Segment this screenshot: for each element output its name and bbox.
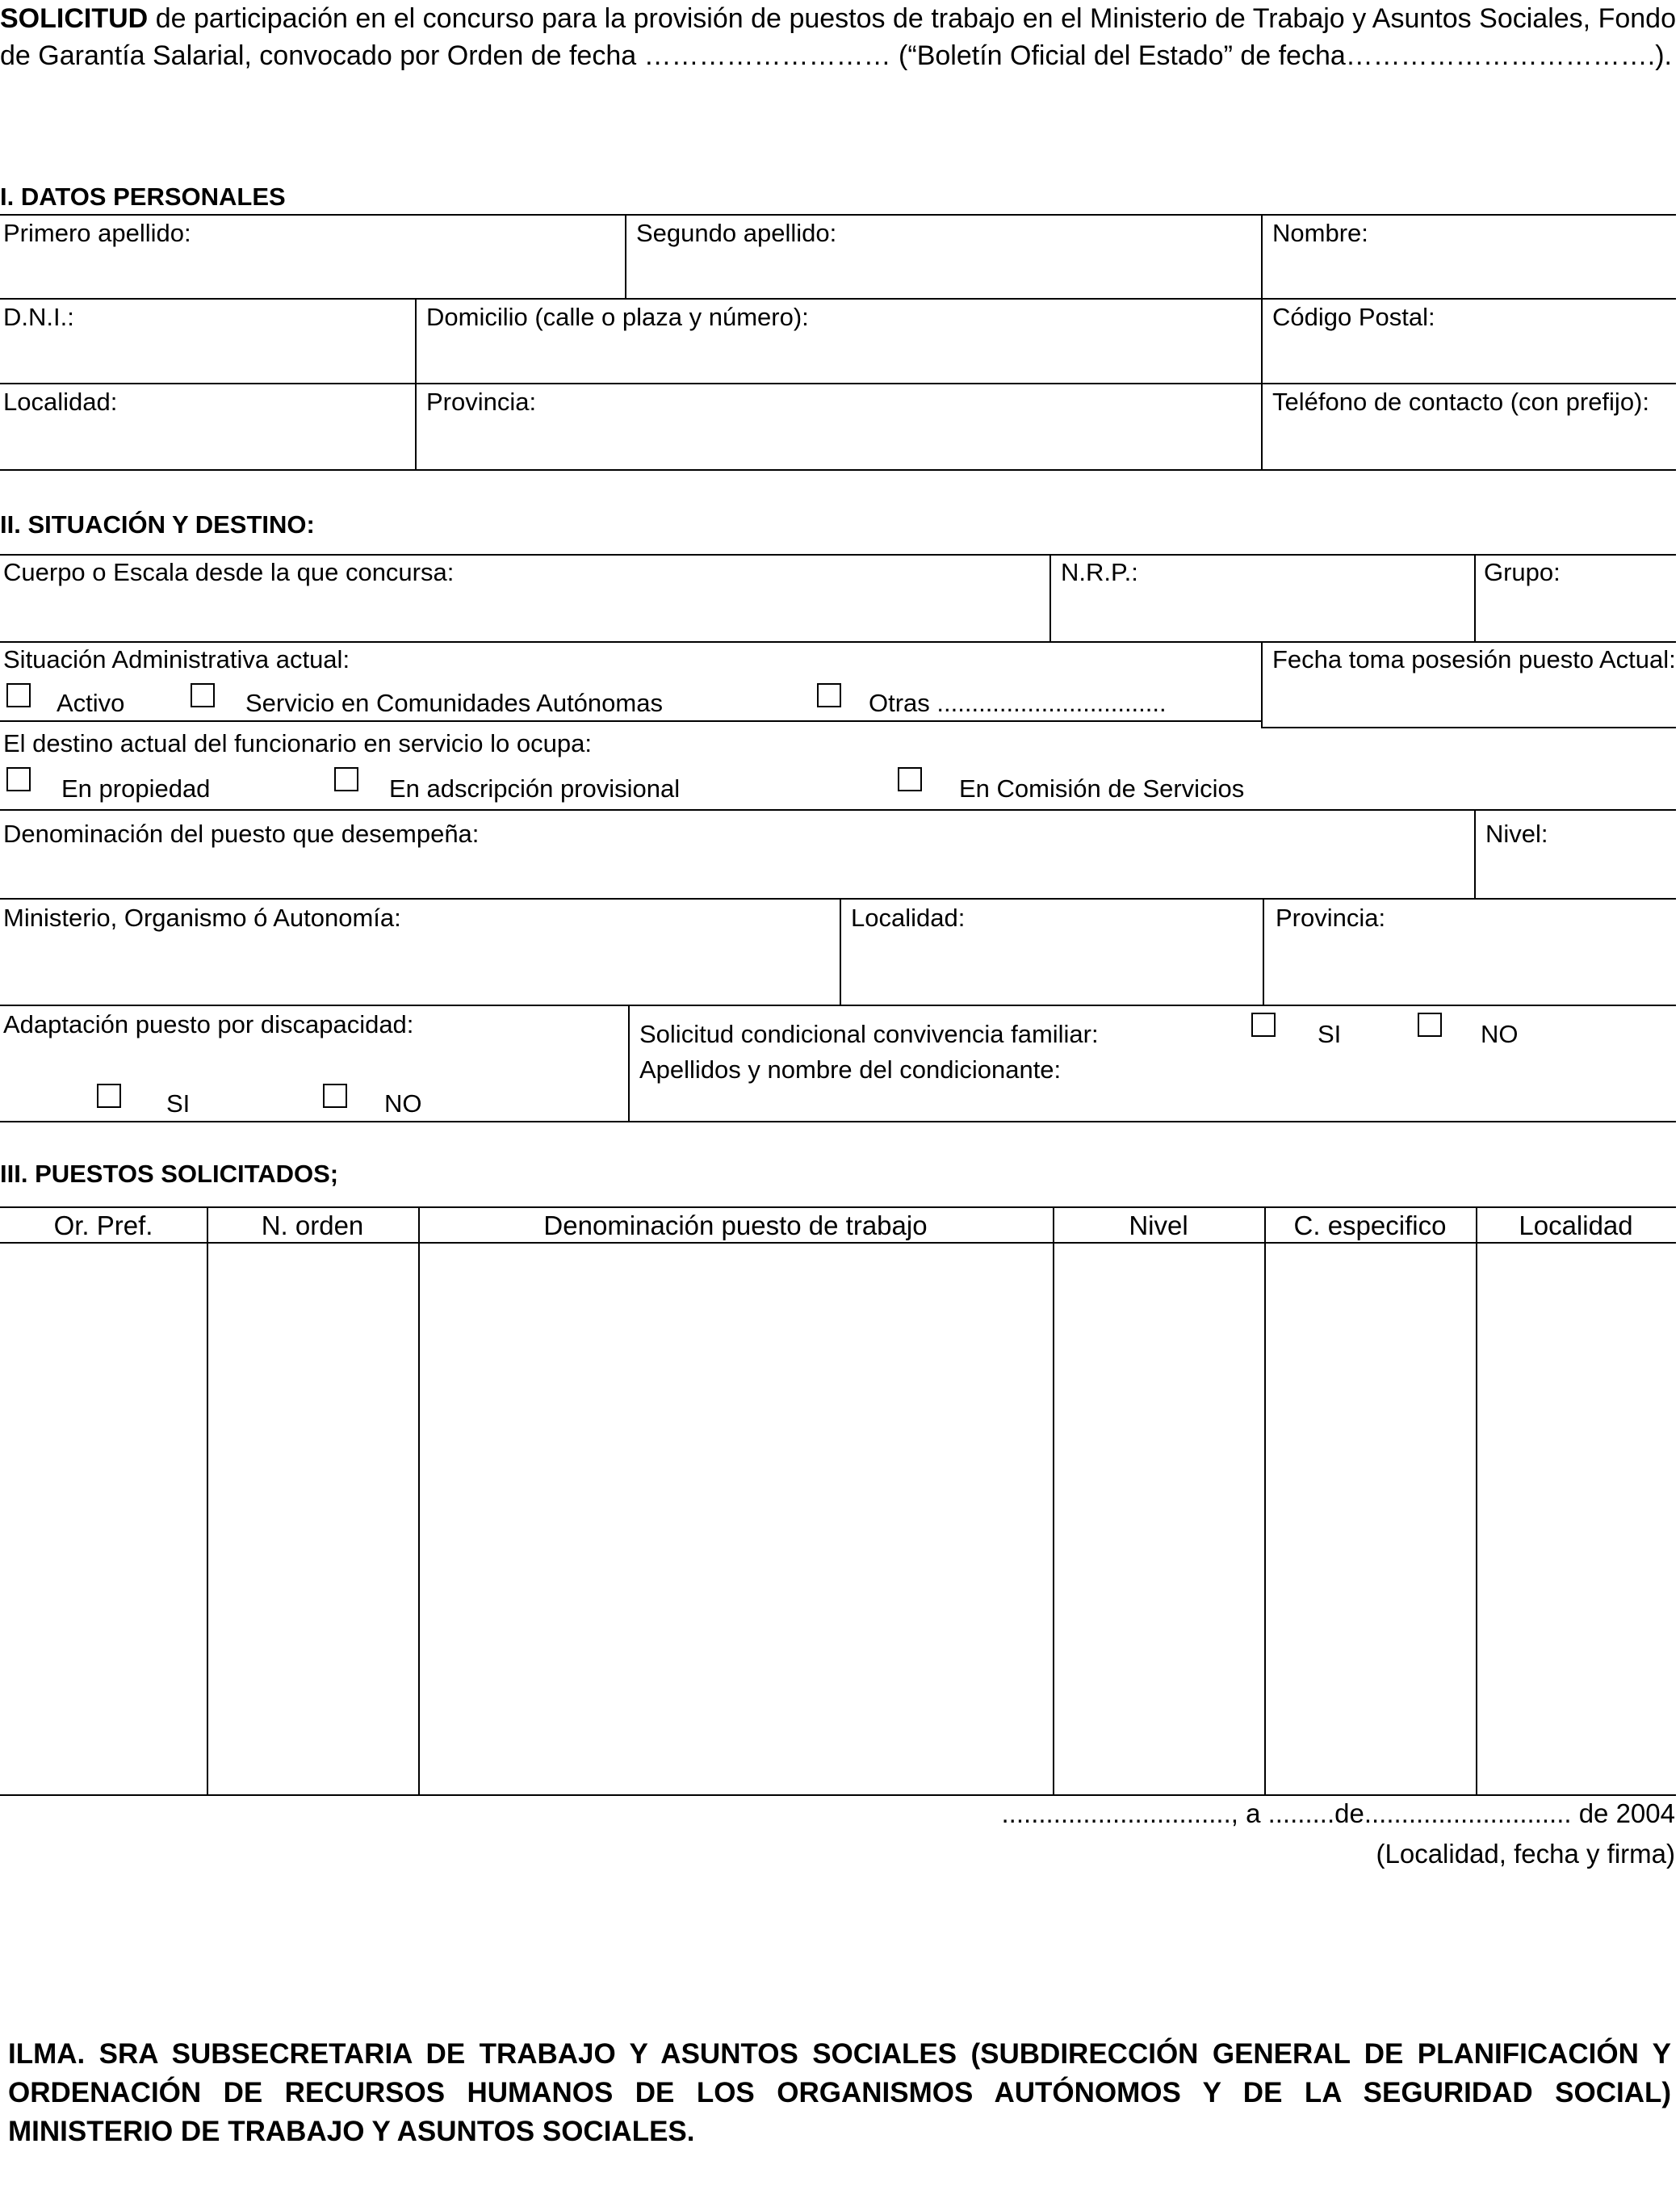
intro-paragraph [0,0,1676,74]
divider [0,1121,1676,1122]
divider [1476,1206,1477,1794]
checkbox-comision-servicios[interactable] [898,767,922,791]
section-title-datos-personales: I. DATOS PERSONALES [0,182,286,211]
localidad-label: Localidad: [3,388,118,416]
adaptacion-discapacidad-label: Adaptación puesto por discapacidad: [3,1010,414,1038]
checkbox-servicio-ccaa[interactable] [191,683,215,707]
divider [0,214,1676,216]
otras-label: Otras ................................. [869,689,1167,717]
grupo-label: Grupo: [1484,558,1561,586]
divider [418,1206,420,1794]
divider [0,809,1676,811]
checkbox-adscripcion-provisional[interactable] [334,767,358,791]
checkbox-convivencia-si[interactable] [1251,1013,1276,1037]
divider [0,1005,1676,1006]
nrp-label: N.R.P.: [1061,558,1138,586]
divider [628,1005,630,1121]
provincia-label: Provincia: [426,388,537,416]
dni-label: D.N.I.: [3,303,74,331]
ministerio-label: Ministerio, Organismo ó Autonomía: [3,904,401,932]
codigo-postal-label: Código Postal: [1272,303,1435,331]
divider [0,469,1676,471]
intro-text: de participación en el concurso para la provisión de puestos de trabajo en el Ministerio de Trabajo y Asuntos Sociales, Fondo de Garantía Salarial, convocado por Orden de fecha ……………………… (“Boletín Oficial del Estado” de fecha…………………………….). [0,3,1677,71]
divider [1263,898,1264,1005]
date-line: ..............................., a .........de............................ de 2004 [1001,1798,1675,1828]
column-header-localidad: Localidad [1519,1210,1633,1240]
provincia-destino-label: Provincia: [1276,904,1386,932]
divider [1049,554,1051,641]
intro-lead: SOLICITUD [0,3,149,34]
divider [0,1794,1676,1796]
divider [1264,1206,1266,1794]
divider [0,554,1676,556]
checkbox-otras[interactable] [817,683,841,707]
divider [207,1206,208,1794]
addressee: ILMA. SRA SUBSECRETARIA DE TRABAJO Y ASUNTOS SOCIALES (SUBDIRECCIÓN GENERAL DE PLANIFICACIÓN Y ORDENACIÓN DE RECURSOS HUMANOS DE LOS ORGANISMOS AUTÓNOMOS Y DE LA SEGURIDAD SOCIAL) MINISTERIO DE TRABAJO Y ASUNTOS SOCIALES. [8,2038,1671,2147]
divider [625,214,626,298]
denominacion-puesto-label: Denominación del puesto que desempeña: [3,820,480,848]
column-header-denominacion: Denominación puesto de trabajo [543,1210,928,1240]
divider [1474,554,1476,641]
divider [0,383,1676,384]
condicionante-label: Apellidos y nombre del condicionante: [639,1055,1062,1084]
column-header-nivel: Nivel [1129,1210,1188,1240]
checkbox-en-propiedad[interactable] [6,767,31,791]
divider [1474,809,1476,898]
checkbox-adaptacion-no[interactable] [323,1084,347,1108]
situacion-label: Situación Administrativa actual: [3,645,350,673]
checkbox-convivencia-no[interactable] [1418,1013,1442,1037]
divider [0,898,1676,900]
telefono-label: Teléfono de contacto (con prefijo): [1272,388,1649,416]
divider [0,1242,1676,1244]
divider [840,898,841,1005]
destino-actual-label: El destino actual del funcionario en servicio lo ocupa: [3,729,592,757]
divider [1261,214,1263,298]
nombre-label: Nombre: [1272,219,1368,247]
divider [1261,727,1676,728]
signature-note: (Localidad, fecha y firma) [1376,1839,1675,1869]
section-title-puestos-solicitados: III. PUESTOS SOLICITADOS; [0,1160,339,1188]
divider [0,1206,1676,1208]
convivencia-no-label: NO [1481,1020,1519,1048]
adaptacion-si-label: SI [166,1089,191,1118]
adscripcion-provisional-label: En adscripción provisional [389,774,681,803]
divider [1261,641,1263,727]
primer-apellido-label: Primero apellido: [3,219,191,247]
comision-servicios-label: En Comisión de Servicios [959,774,1245,803]
segundo-apellido-label: Segundo apellido: [636,219,837,247]
domicilio-label: Domicilio (calle o plaza y número): [426,303,809,331]
cuerpo-escala-label: Cuerpo o Escala desde la que concursa: [3,558,455,586]
divider [0,298,1676,300]
column-header-c-especifico: C. especifico [1293,1210,1447,1240]
adaptacion-no-label: NO [384,1089,422,1118]
localidad-destino-label: Localidad: [851,904,966,932]
nivel-label: Nivel: [1485,820,1548,848]
fecha-toma-posesion-label: Fecha toma posesión puesto Actual: [1272,645,1676,673]
divider [0,641,1676,643]
activo-label: Activo [57,689,125,717]
section-title-situacion-destino: II. SITUACIÓN Y DESTINO: [0,510,315,539]
convivencia-familiar-label: Solicitud condicional convivencia familiar: [639,1020,1099,1048]
en-propiedad-label: En propiedad [61,774,211,803]
divider [1053,1206,1054,1794]
convivencia-si-label: SI [1318,1020,1342,1048]
divider [0,720,1261,722]
column-header-n-orden: N. orden [261,1210,364,1240]
checkbox-adaptacion-si[interactable] [97,1084,121,1108]
checkbox-activo[interactable] [6,683,31,707]
column-header-or-pref: Or. Pref. [53,1210,153,1240]
servicio-ccaa-label: Servicio en Comunidades Autónomas [245,689,663,717]
